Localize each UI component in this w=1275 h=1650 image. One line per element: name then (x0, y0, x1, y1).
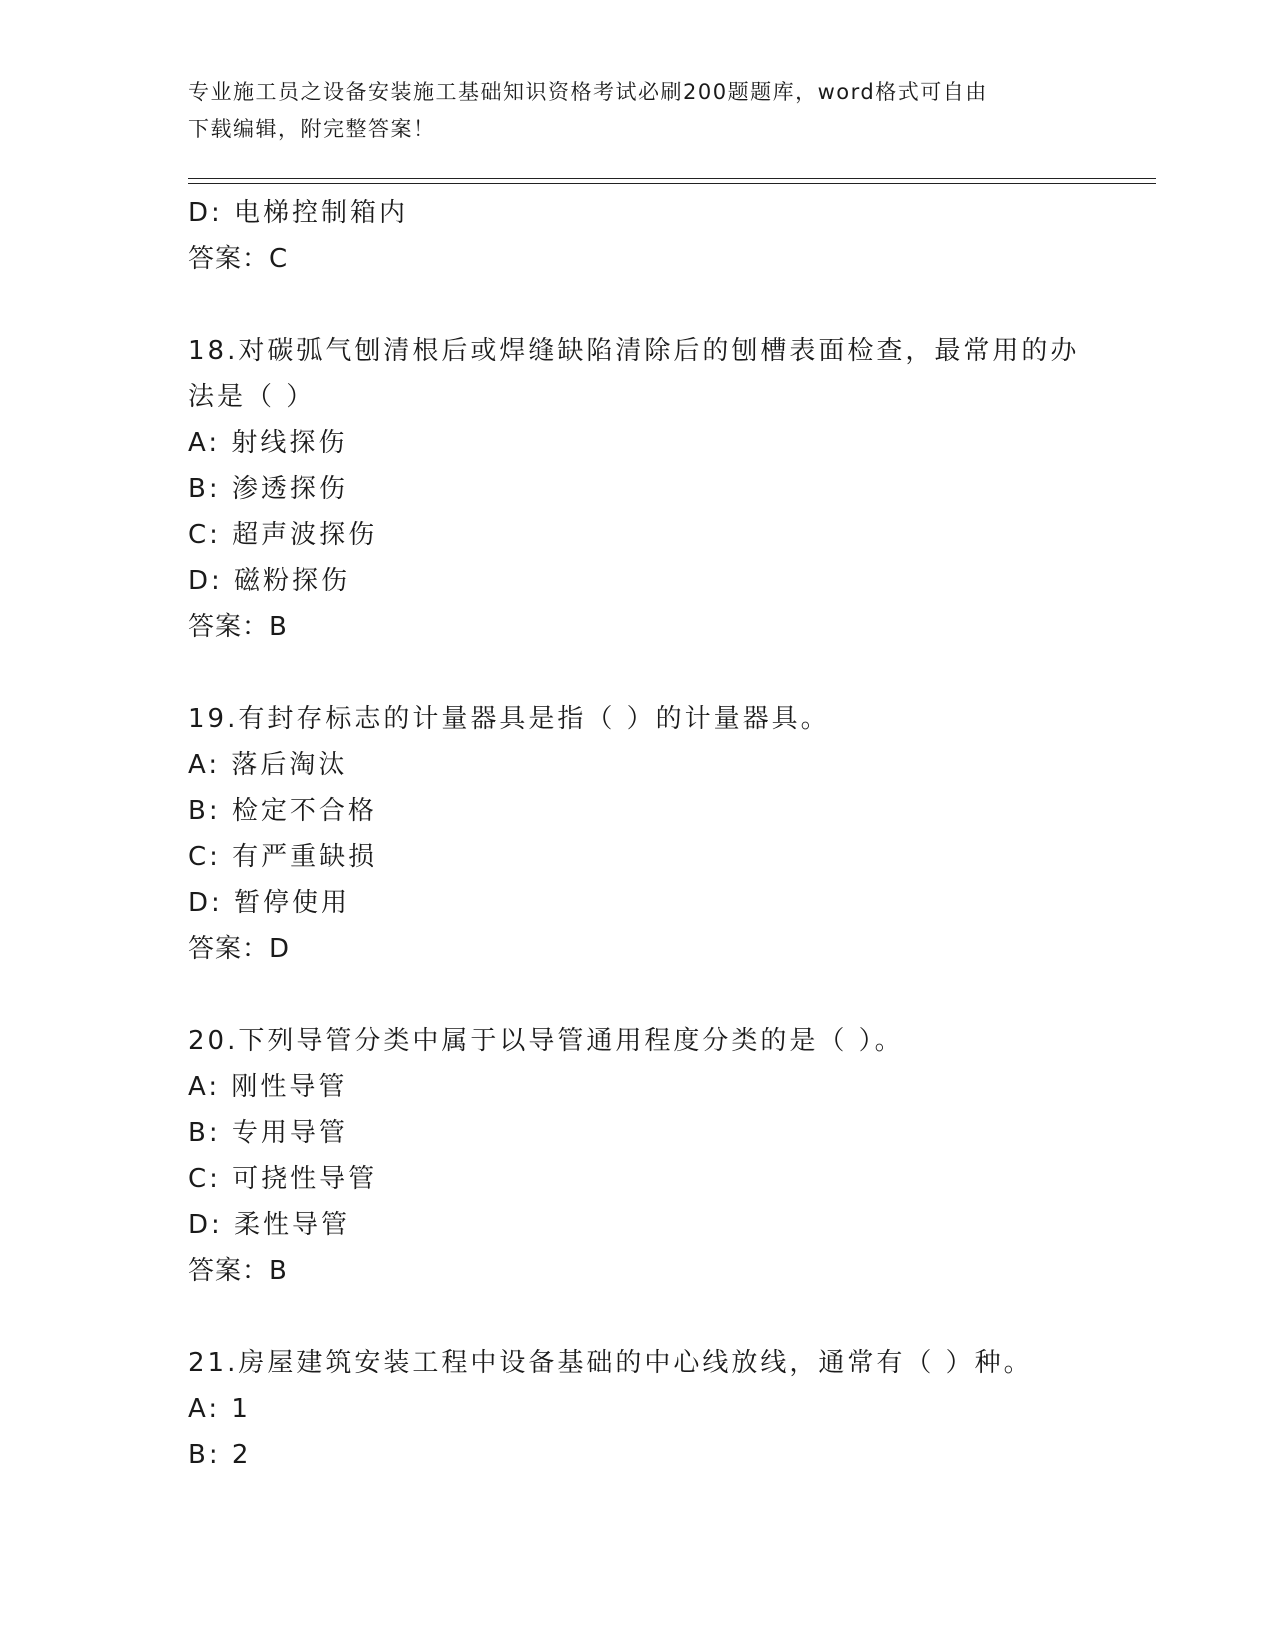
answer-line: 答案：B (188, 612, 288, 642)
header-divider-bottom (188, 183, 1156, 184)
question-18 (188, 328, 1118, 650)
option-c: C: 有严重缺损 (188, 842, 378, 872)
question-stem-continued: 法是（ ） (188, 382, 316, 412)
question-stem: 18.对碳弧气刨清根后或焊缝缺陷清除后的刨槽表面检查，最常用的办 (188, 336, 1080, 366)
option-c: C: 超声波探伤 (188, 520, 378, 550)
option-b: B: 2 (188, 1440, 252, 1470)
option-d: D: 磁粉探伤 (188, 566, 351, 596)
option-b: B: 检定不合格 (188, 796, 377, 826)
question-stem: 21.房屋建筑安装工程中设备基础的中心线放线，通常有（ ）种。 (188, 1348, 1033, 1378)
header-line-1: 专业施工员之设备安装施工基础知识资格考试必刷200题题库，word格式可自由 (188, 80, 988, 104)
option-c: C: 可挠性导管 (188, 1164, 378, 1194)
question-19 (188, 696, 1118, 972)
option-a: A: 落后淘汰 (188, 750, 348, 780)
option-a: A: 射线探伤 (188, 428, 348, 458)
question-stem: 19.有封存标志的计量器具是指（ ）的计量器具。 (188, 704, 830, 734)
header-divider-top (188, 178, 1156, 179)
answer-line: 答案：D (188, 934, 291, 964)
header-line-2: 下载编辑，附完整答案！ (188, 117, 436, 141)
option-b: B: 渗透探伤 (188, 474, 348, 504)
option-a: A: 1 (188, 1394, 251, 1424)
option-b: B: 专用导管 (188, 1118, 348, 1148)
question-21 (188, 1340, 1118, 1478)
option-d: D: 暂停使用 (188, 888, 351, 918)
option-d: D: 电梯控制箱内 (188, 198, 409, 228)
question-list (188, 190, 1118, 1478)
option-a: A: 刚性导管 (188, 1072, 348, 1102)
document-header (188, 74, 1088, 148)
answer-line: 答案：B (188, 1256, 288, 1286)
question-stem: 20.下列导管分类中属于以导管通用程度分类的是（ ）。 (188, 1026, 904, 1056)
question-20 (188, 1018, 1118, 1294)
answer-line: 答案：C (188, 244, 289, 274)
option-d: D: 柔性导管 (188, 1210, 351, 1240)
